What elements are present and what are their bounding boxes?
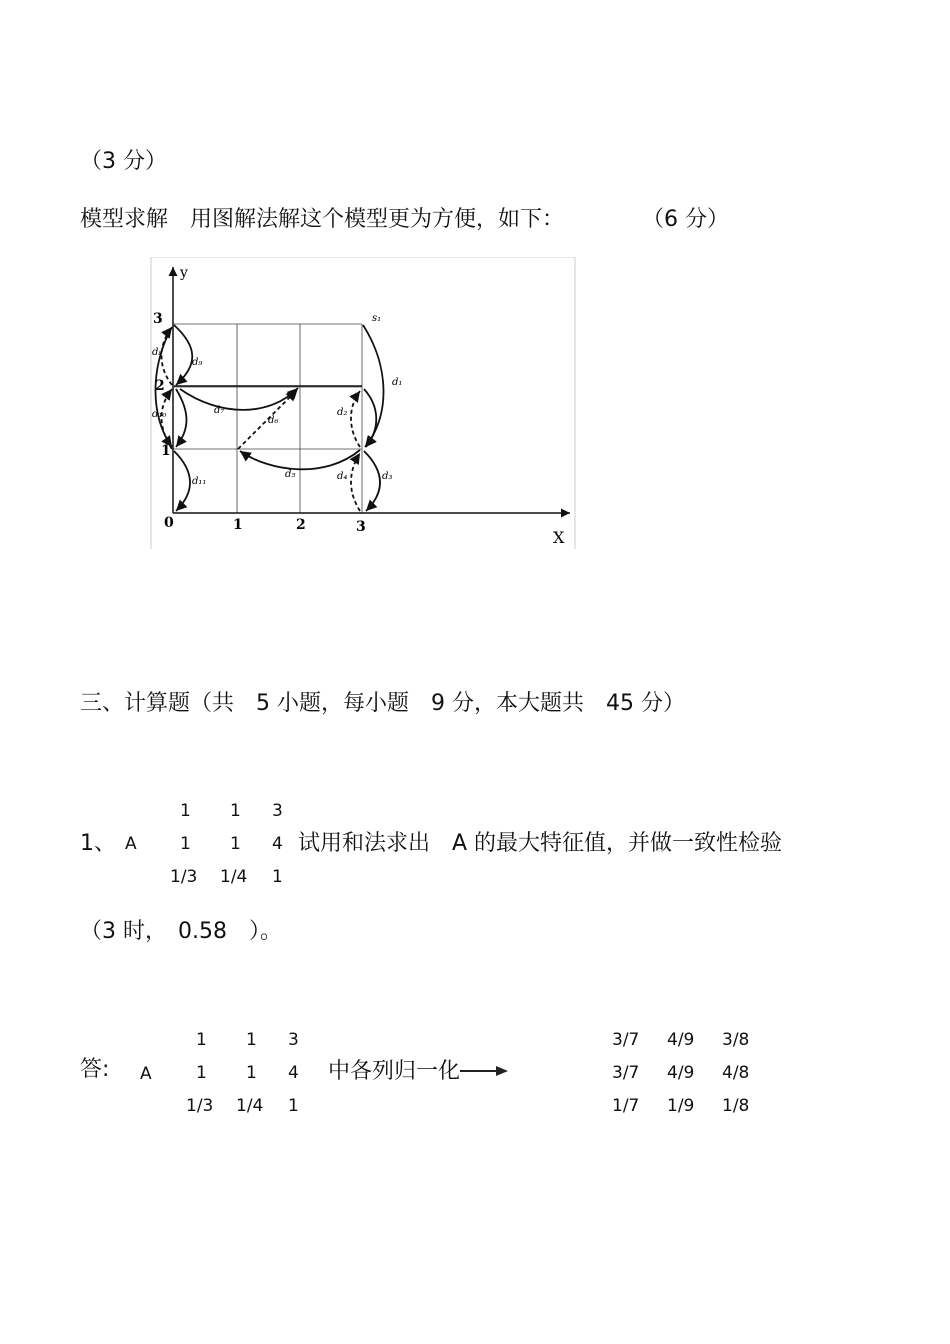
x-tick-2: 2 bbox=[296, 517, 306, 533]
label-d3: d₃ bbox=[382, 471, 393, 482]
res-1-2: 4/8 bbox=[722, 1063, 750, 1083]
edge-d9 bbox=[174, 325, 192, 385]
res-1-0: 3/7 bbox=[612, 1063, 640, 1083]
answer-matrix-name: A bbox=[140, 1064, 152, 1084]
q1-m-1-2: 4 bbox=[272, 834, 283, 854]
edge-0-2-to-0-1 bbox=[176, 389, 187, 447]
score-note: （3 分） bbox=[80, 149, 167, 174]
edge-d11 bbox=[174, 451, 190, 511]
res-2-2: 1/8 bbox=[722, 1096, 750, 1116]
label-d7: d₇ bbox=[214, 405, 225, 416]
label-d11: d₁₁ bbox=[192, 476, 207, 487]
label-d2: d₂ bbox=[337, 407, 348, 418]
ans-m-1-2: 4 bbox=[288, 1063, 299, 1083]
q1-m-2-1: 1/4 bbox=[220, 867, 248, 887]
q1-m-0-0: 1 bbox=[180, 801, 191, 821]
q1-m-2-2: 1 bbox=[272, 867, 283, 887]
section3-heading: 三、计算题（共 5 小题，每小题 9 分，本大题共 45 分） bbox=[80, 691, 685, 716]
edge-3-2-to-3-1 bbox=[364, 389, 376, 447]
label-d1: d₁ bbox=[392, 377, 403, 388]
res-0-0: 3/7 bbox=[612, 1030, 640, 1050]
label-d8: d₈ bbox=[152, 347, 163, 358]
arrow-line bbox=[460, 1070, 498, 1072]
x-tick-0: 0 bbox=[164, 515, 174, 531]
y-axis-label: y bbox=[180, 265, 188, 281]
ans-m-2-0: 1/3 bbox=[186, 1096, 214, 1116]
edge-d4 bbox=[351, 453, 360, 511]
model-solve-text: 模型求解 用图解法解这个模型更为方便，如下： bbox=[80, 207, 565, 232]
answer-label: 答: bbox=[80, 1057, 110, 1082]
q1-note: （3 时， 0.58 ）。 bbox=[80, 919, 282, 944]
y-tick-3: 3 bbox=[153, 311, 163, 327]
q1-m-1-1: 1 bbox=[230, 834, 241, 854]
ans-m-2-2: 1 bbox=[288, 1096, 299, 1116]
q1-m-0-1: 1 bbox=[230, 801, 241, 821]
arrow-right-icon bbox=[496, 1066, 508, 1076]
answer-step: 中各列归一化 bbox=[328, 1059, 461, 1084]
q1-m-0-2: 3 bbox=[272, 801, 283, 821]
ans-m-2-1: 1/4 bbox=[236, 1096, 264, 1116]
edge-d1 bbox=[363, 325, 384, 447]
ans-m-0-1: 1 bbox=[246, 1030, 257, 1050]
ans-m-0-2: 3 bbox=[288, 1030, 299, 1050]
graph-diagram bbox=[150, 257, 576, 549]
x-axis-label: X bbox=[553, 528, 565, 547]
res-0-1: 4/9 bbox=[667, 1030, 695, 1050]
res-2-1: 1/9 bbox=[667, 1096, 695, 1116]
model-solve-score: （6 分） bbox=[642, 207, 729, 232]
res-1-1: 4/9 bbox=[667, 1063, 695, 1083]
label-d10: d₁₀ bbox=[152, 409, 167, 420]
label-d5: d₅ bbox=[285, 469, 296, 480]
y-tick-1: 1 bbox=[161, 443, 171, 459]
label-d9: d₉ bbox=[192, 357, 203, 368]
edge-d2 bbox=[351, 391, 360, 447]
q1-m-2-0: 1/3 bbox=[170, 867, 198, 887]
edge-d3 bbox=[364, 451, 380, 511]
res-0-2: 3/8 bbox=[722, 1030, 750, 1050]
ans-m-1-0: 1 bbox=[196, 1063, 207, 1083]
q1-question: 试用和法求出 A 的最大特征值，并做一致性检验 bbox=[298, 831, 783, 856]
res-2-0: 1/7 bbox=[612, 1096, 640, 1116]
y-tick-2: 2 bbox=[155, 378, 165, 394]
ans-m-1-1: 1 bbox=[246, 1063, 257, 1083]
q1-m-1-0: 1 bbox=[180, 834, 191, 854]
label-s1: s₁ bbox=[372, 313, 382, 324]
label-d6: d₆ bbox=[268, 415, 279, 426]
label-d4: d₄ bbox=[337, 471, 348, 482]
q1-number: 1、 bbox=[80, 831, 116, 856]
q1-matrix-name: A bbox=[125, 834, 137, 854]
ans-m-0-0: 1 bbox=[196, 1030, 207, 1050]
x-tick-1: 1 bbox=[233, 517, 243, 533]
x-tick-3: 3 bbox=[356, 519, 366, 535]
